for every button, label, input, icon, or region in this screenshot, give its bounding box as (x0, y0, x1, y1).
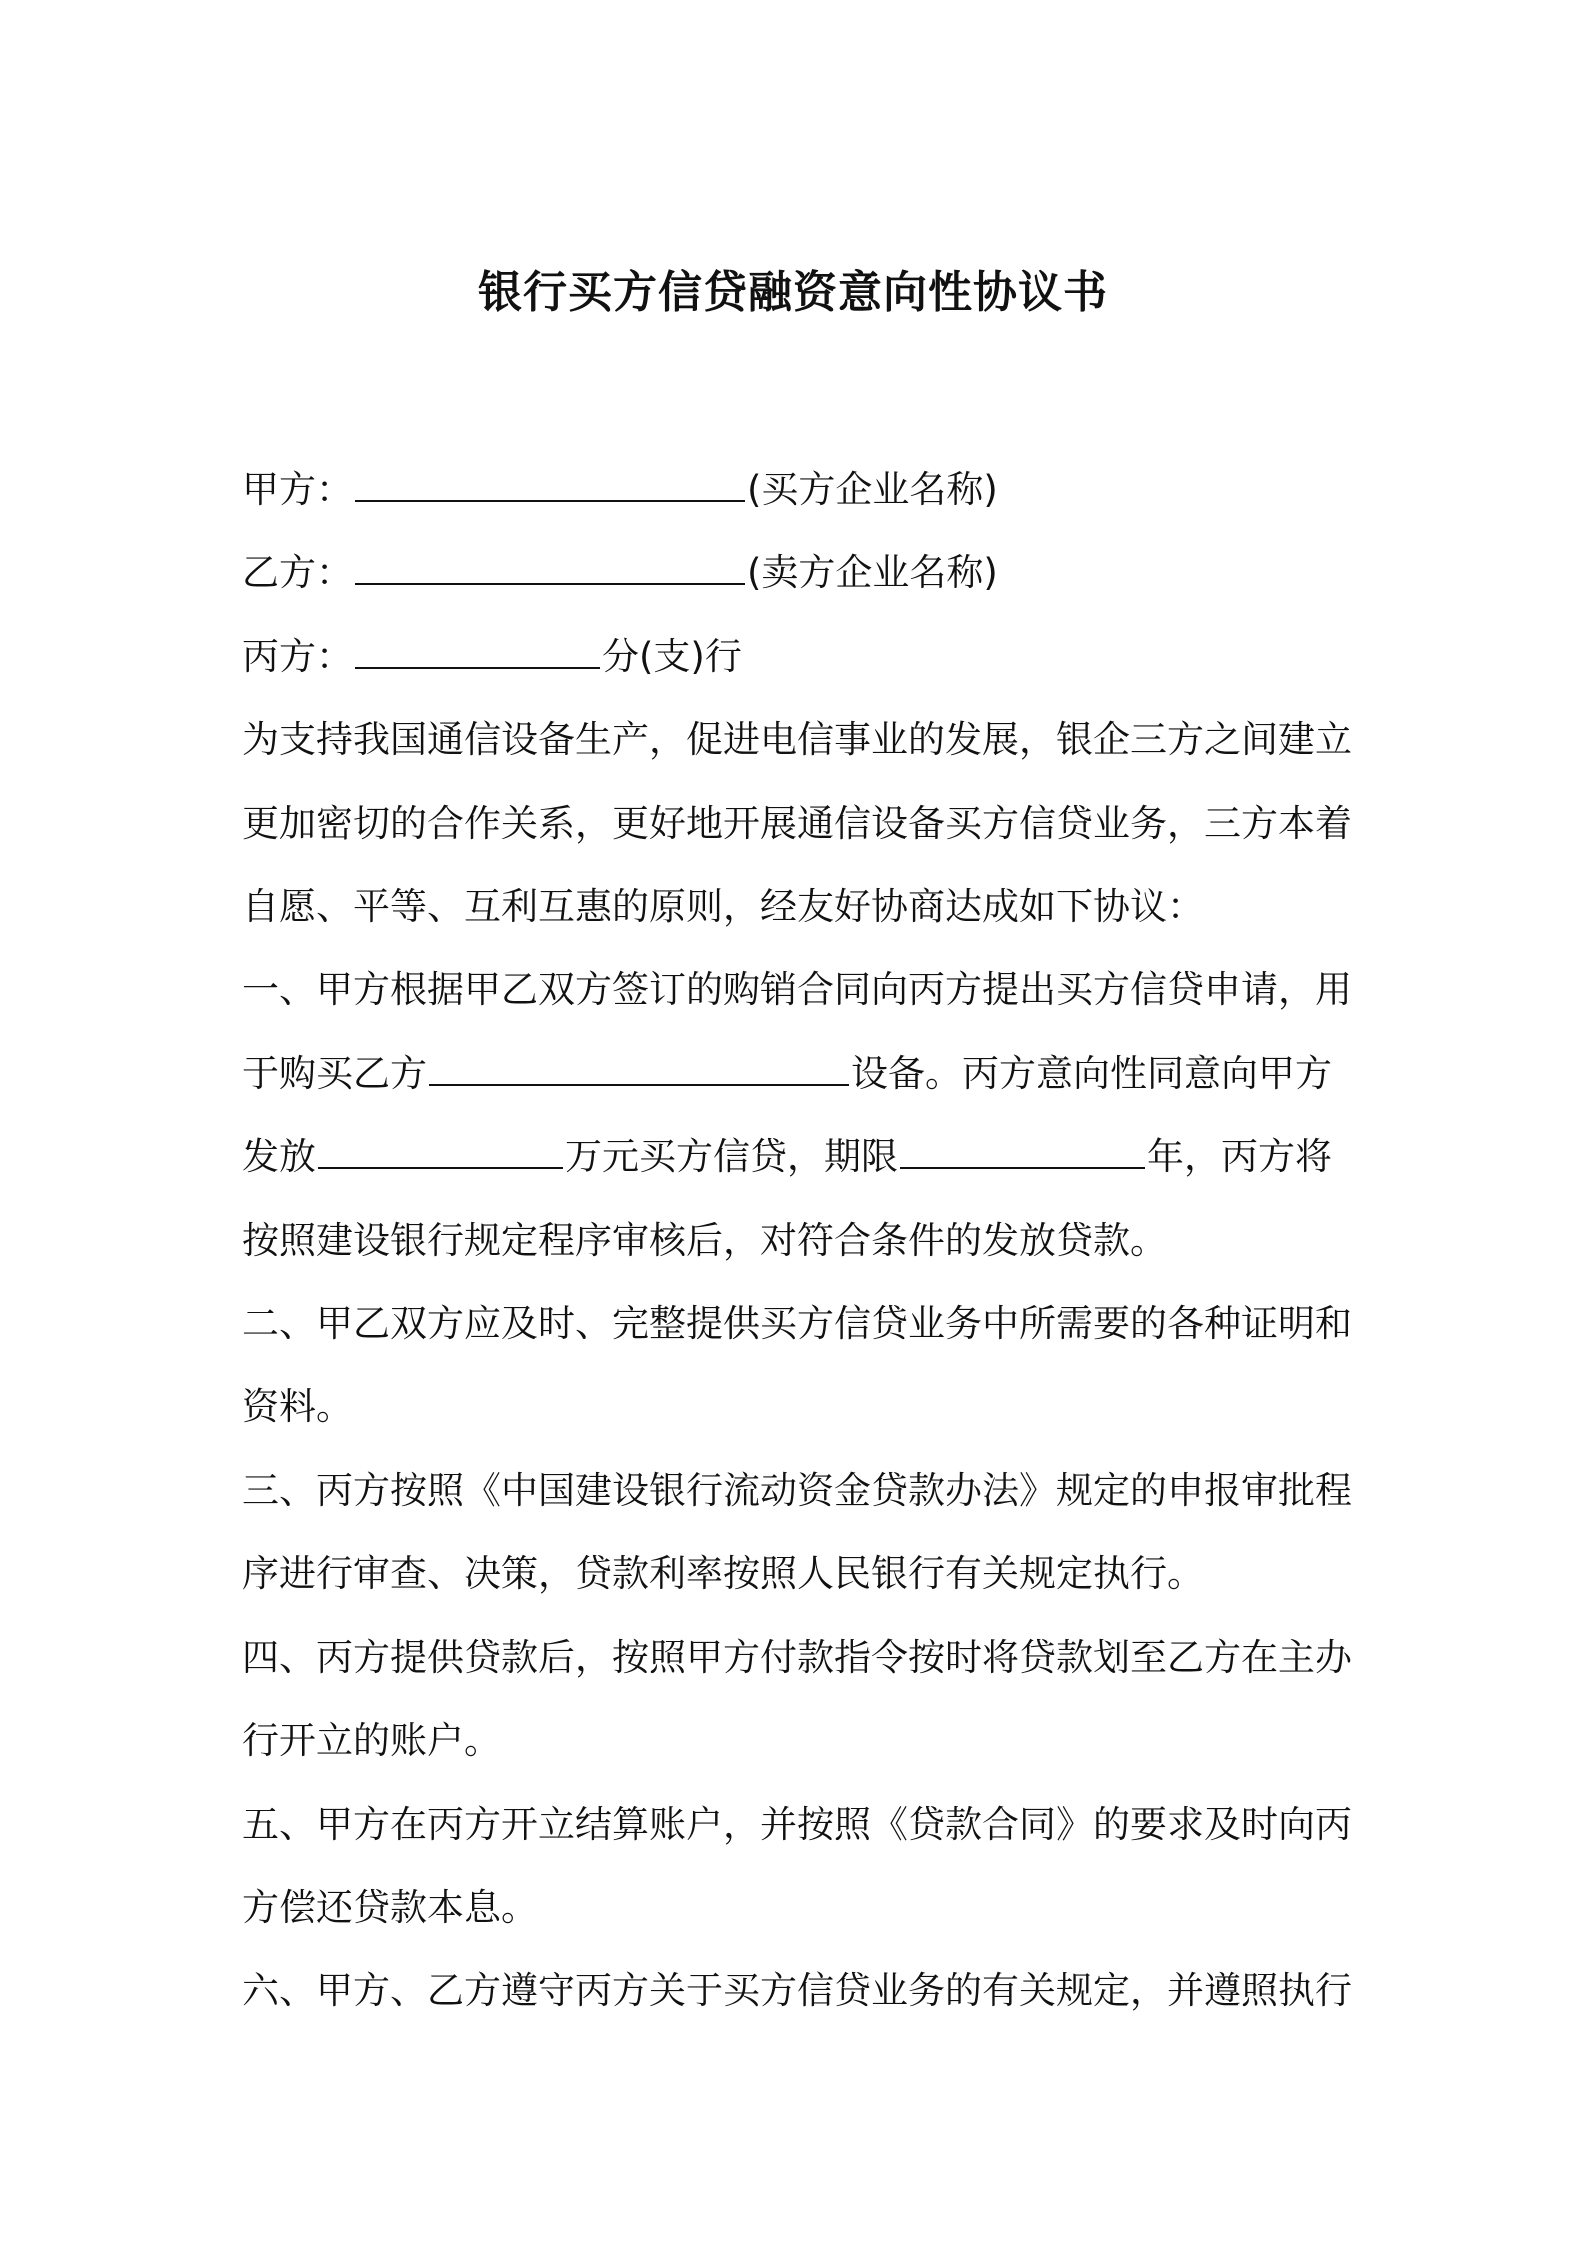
clause-1-line: 按照建设银行规定程序审核后，对符合条件的发放贷款。 (242, 1218, 1167, 1262)
clause-5-line: 五、甲方在丙方开立结算账户，并按照《贷款合同》的要求及时向丙 (242, 1802, 1352, 1846)
clause-2-line: 资料。 (242, 1385, 353, 1429)
clause-1-text: 于购买乙方 (242, 1051, 427, 1095)
clause-3-line: 序进行审查、决策，贷款利率按照人民银行有关规定执行。 (242, 1552, 1204, 1596)
amount-blank (318, 1166, 563, 1169)
clause-1-amount-line (242, 1115, 1362, 1198)
clause-4-line: 四、丙方提供贷款后，按照甲方付款指令按时将贷款划至乙方在主办 (242, 1635, 1352, 1679)
clause-1-text: 年，丙方将 (1147, 1135, 1332, 1179)
term-blank (900, 1166, 1145, 1169)
clause-3-line: 三、丙方按照《中国建设银行流动资金贷款办法》规定的申报审批程 (242, 1468, 1352, 1512)
party-a-label: 甲方： (242, 468, 353, 511)
clause-1-line: 一、甲方根据甲乙双方签订的购销合同向丙方提出买方信贷申请，用 (242, 968, 1352, 1012)
clause-4-line: 行开立的账户。 (242, 1719, 501, 1763)
clause-1-text: 万元买方信贷，期限 (565, 1135, 898, 1179)
clause-6-line: 六、甲方、乙方遵守丙方关于买方信贷业务的有关规定，并遵照执行 (242, 1969, 1352, 2013)
clause-1-text: 发放 (242, 1135, 316, 1179)
party-b-blank (355, 582, 745, 585)
clause-1-equipment-line (242, 1032, 1362, 1115)
party-b-label: 乙方： (242, 551, 353, 595)
clause-5-line: 方偿还贷款本息。 (242, 1885, 538, 1929)
document-title: 银行买方信贷融资意向性协议书 (478, 267, 1108, 318)
equipment-blank (429, 1083, 849, 1086)
party-a-line (242, 448, 1362, 531)
party-a-suffix: (买方企业名称) (747, 468, 998, 511)
clause-1-text: 设备。丙方意向性同意向甲方 (851, 1051, 1332, 1095)
party-b-suffix: (卖方企业名称) (747, 551, 998, 595)
party-b-line (242, 531, 1362, 614)
document-body (242, 448, 1362, 2033)
preamble-line: 为支持我国通信设备生产，促进电信事业的发展，银企三方之间建立 (242, 718, 1352, 762)
preamble-line: 更加密切的合作关系，更好地开展通信设备买方信贷业务，三方本着 (242, 801, 1352, 845)
clause-2-line: 二、甲乙双方应及时、完整提供买方信贷业务中所需要的各种证明和 (242, 1302, 1352, 1346)
party-c-blank (355, 666, 600, 669)
party-c-suffix: 分(支)行 (602, 634, 742, 678)
preamble-line: 自愿、平等、互利互惠的原则，经友好协商达成如下协议： (242, 885, 1204, 929)
party-c-line (242, 615, 1362, 698)
party-a-blank (355, 499, 745, 502)
party-c-label: 丙方： (242, 634, 353, 678)
